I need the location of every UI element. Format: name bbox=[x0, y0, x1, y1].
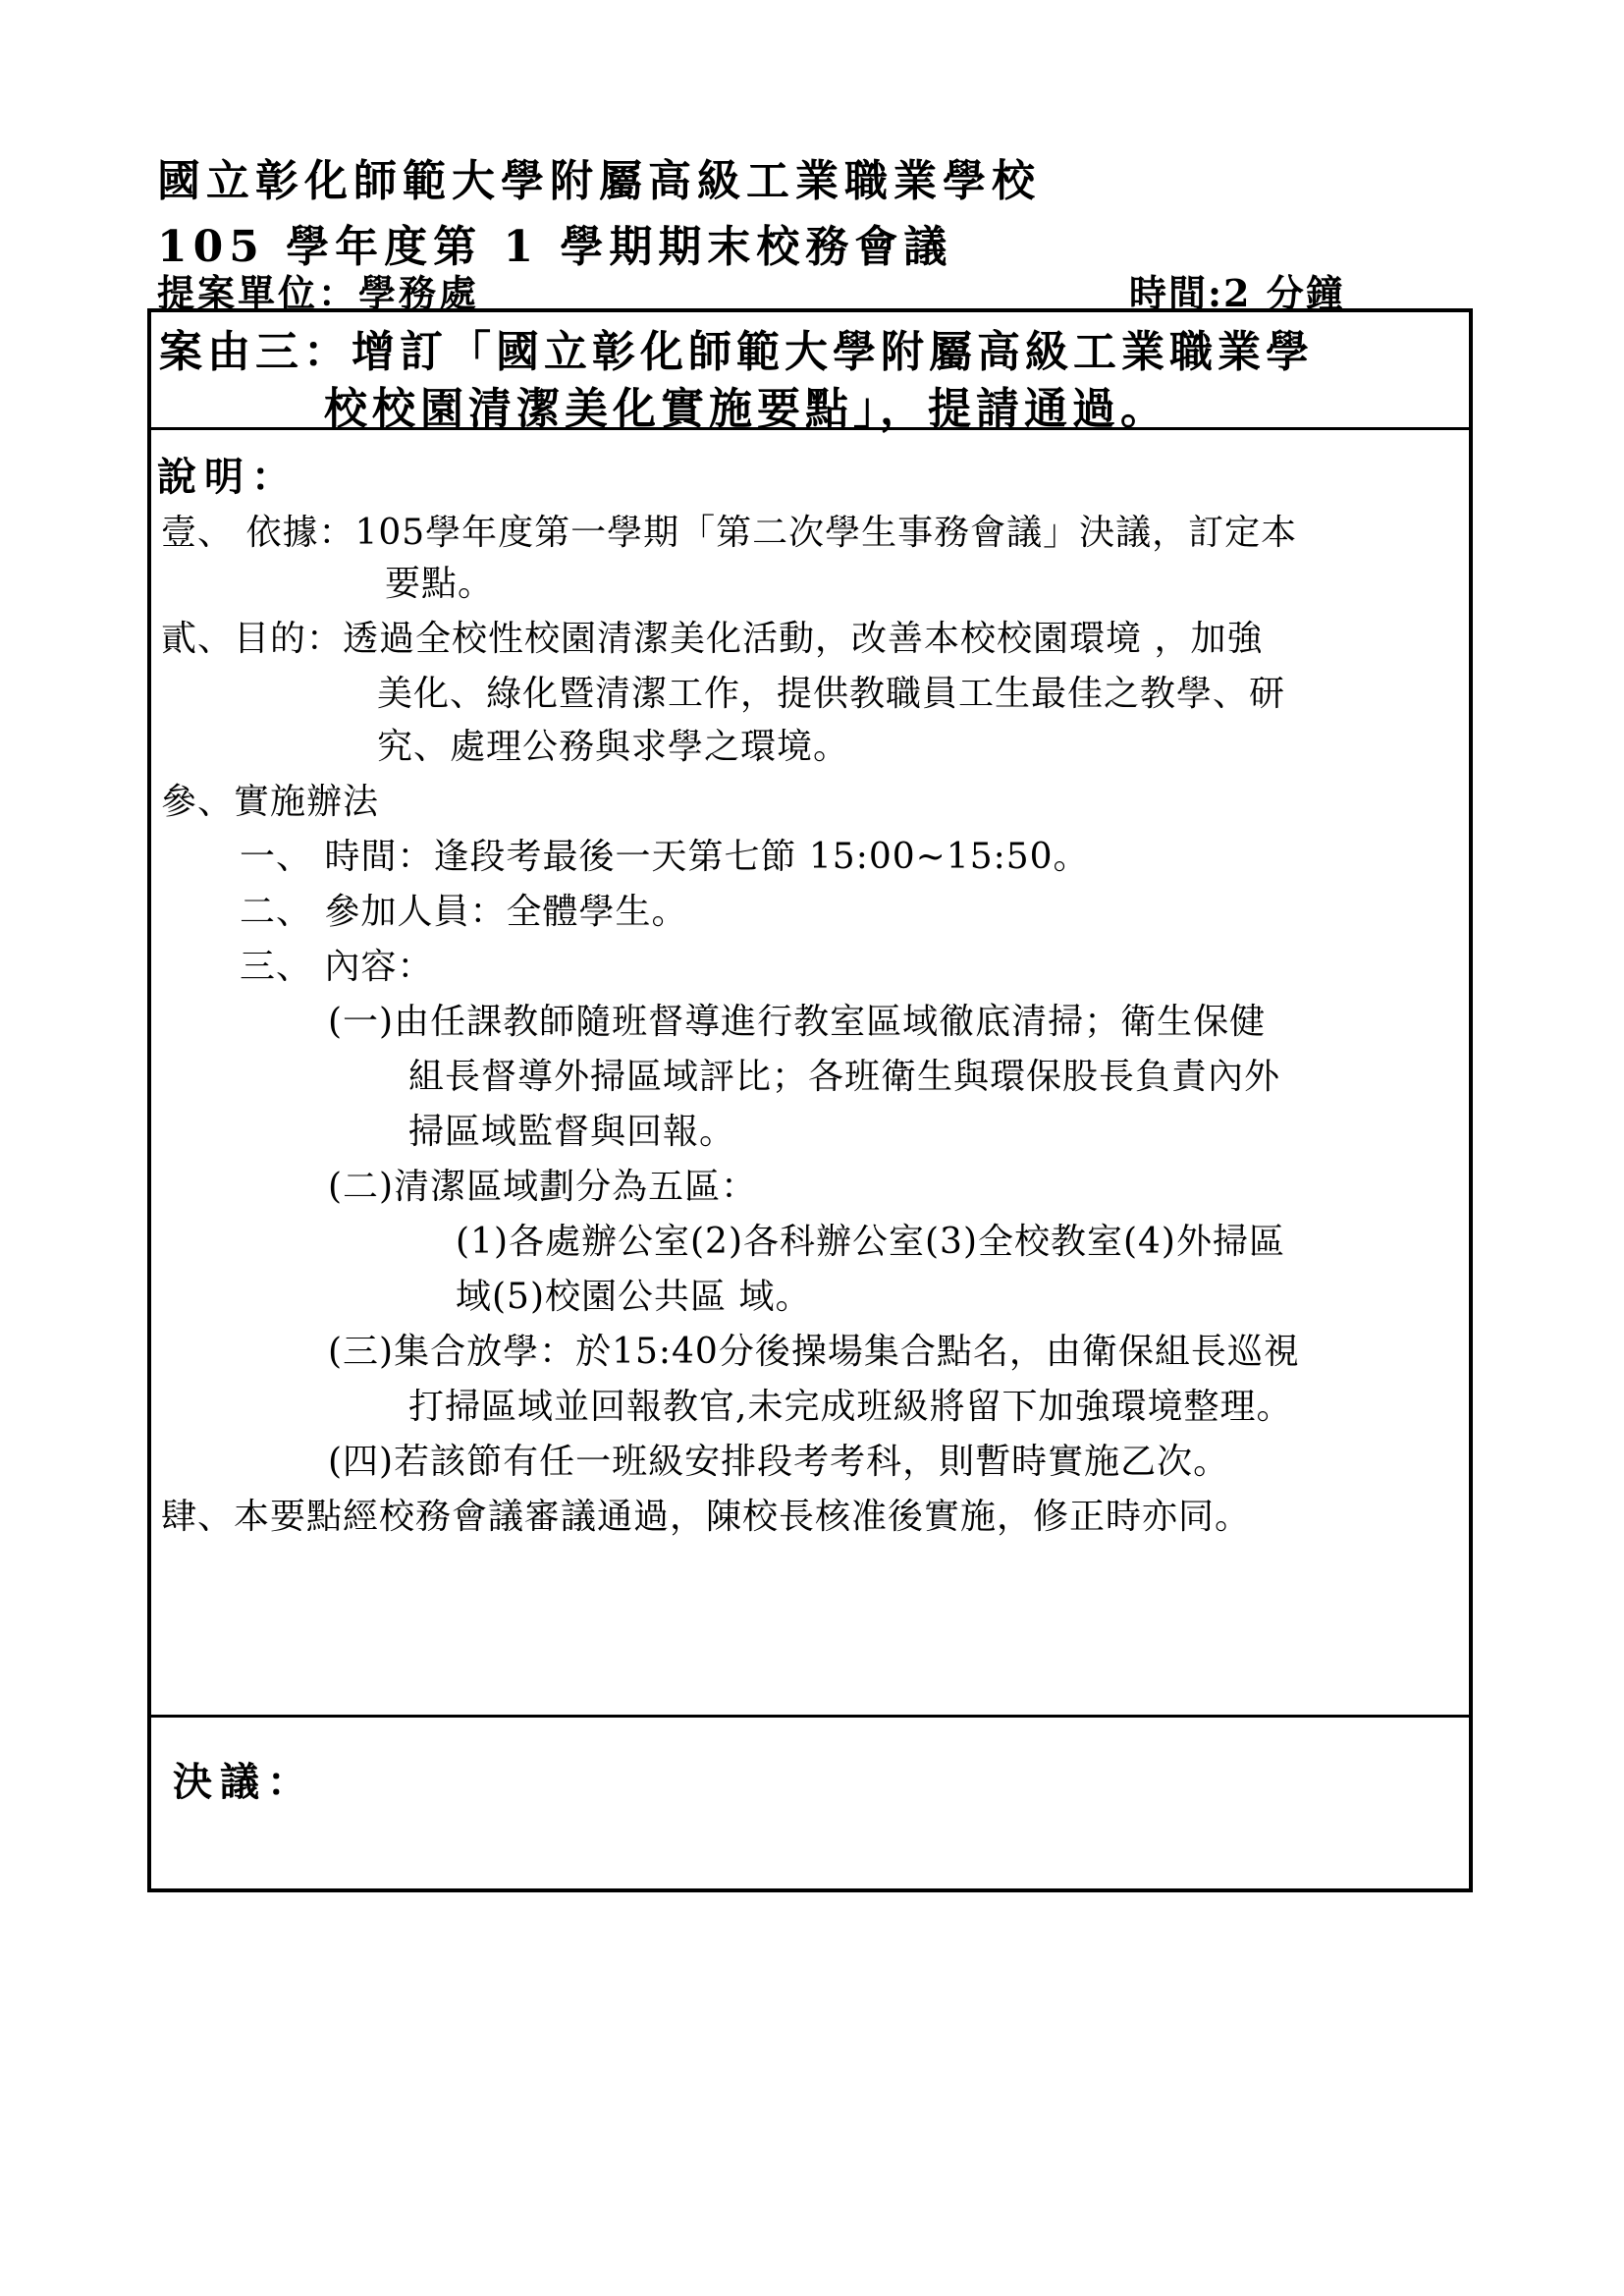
item-approval: 肆、本要點經校務會議審議通過，陳校長核准後實施，修正時亦同。 bbox=[161, 1497, 1252, 1537]
item-basis: 壹、 依據：105學年度第一學期「第二次學生事務會議」決議，訂定本 bbox=[161, 513, 1298, 553]
school-title: 國立彰化師範大學附屬高級工業職業學校 bbox=[157, 156, 1041, 206]
method-time: 一、 時間：逢段考最後一天第七節 15:00~15:50。 bbox=[240, 837, 1090, 877]
explanation-title: 說明： bbox=[157, 454, 298, 500]
content-item4: (四)若該節有任一班級安排段考考科，則暫時實施乙次。 bbox=[328, 1442, 1230, 1482]
content-item3-cont: 打掃區域並回報教官,未完成班級將留下加強環境整理。 bbox=[408, 1387, 1293, 1427]
case-box bbox=[151, 312, 1469, 434]
content-item1-cont1: 組長督導外掃區域評比；各班衛生與環保股長負責內外 bbox=[408, 1057, 1281, 1097]
content-item2: (二)清潔區域劃分為五區： bbox=[328, 1167, 758, 1207]
content-item1: (一)由任課教師隨班督導進行教室區域徹底清掃；衛生保健 bbox=[328, 1002, 1267, 1042]
method-content: 三、 內容： bbox=[240, 947, 434, 987]
item-method: 參、實施辦法 bbox=[161, 782, 380, 822]
unit-row bbox=[157, 263, 1384, 315]
zones-list: (1)各處辦公室(2)各科辦公室(3)全校教室(4)外掃區 bbox=[456, 1222, 1285, 1262]
decision-box bbox=[151, 1715, 1469, 1892]
item-purpose-cont1: 美化、綠化暨清潔工作，提供教職員工生最佳之教學、研 bbox=[377, 674, 1286, 714]
proposal-unit: 提案單位：學務處 bbox=[157, 271, 480, 315]
case-title-line1: 案由三：增訂「國立彰化師範大學附屬高級工業職業學 bbox=[159, 327, 1314, 377]
item-purpose-cont2: 究、處理公務與求學之環境。 bbox=[377, 727, 850, 767]
content-item3: (三)集合放學：於15:40分後操場集合點名，由衛保組長巡視 bbox=[328, 1332, 1300, 1372]
meeting-title: 105 學年度第 1 學期期末校務會議 bbox=[157, 222, 953, 272]
decision-label: 決議： bbox=[173, 1759, 314, 1805]
zones-list-cont: 域(5)校園公共區 域。 bbox=[456, 1277, 812, 1317]
item-basis-cont: 要點。 bbox=[385, 564, 495, 604]
time-allotted: 時間:2 分鐘 bbox=[1129, 271, 1345, 315]
proposal-frame bbox=[147, 308, 1473, 1892]
method-participants: 二、 參加人員：全體學生。 bbox=[240, 892, 688, 932]
content-item1-cont2: 掃區域監督與回報。 bbox=[408, 1112, 736, 1152]
item-purpose: 貳、目的：透過全校性校園清潔美化活動，改善本校校園環境 ，加強 bbox=[161, 619, 1264, 659]
case-title-line2: 校校園清潔美化實施要點」，提請通過。 bbox=[324, 384, 1168, 434]
